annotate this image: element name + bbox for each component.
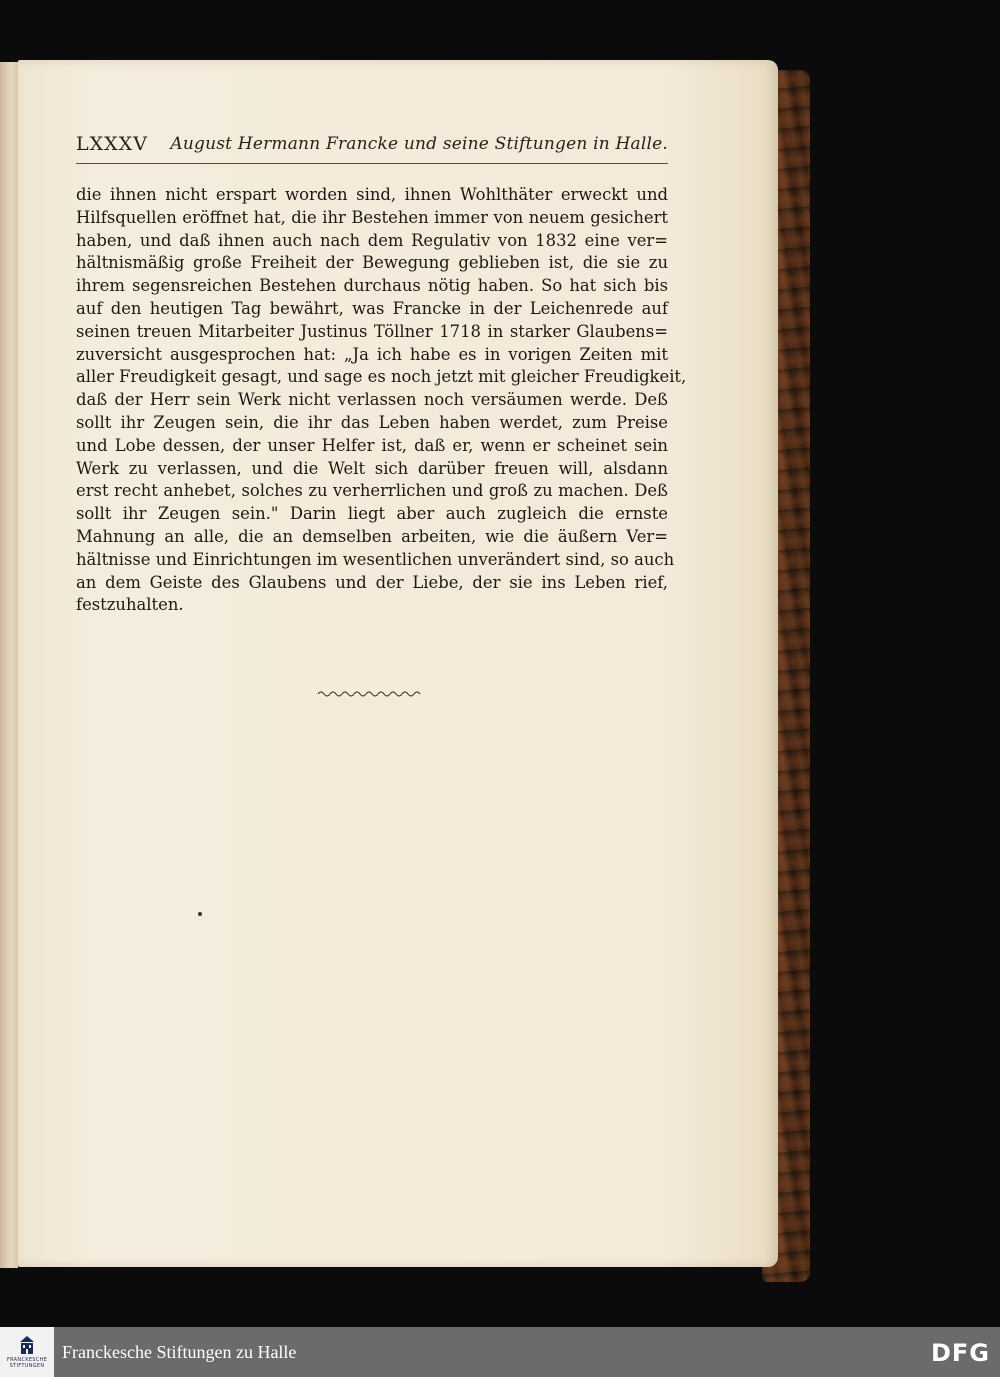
text-line: Werk zu verlassen, und die Welt sich darüber freuen will, alsdann <box>76 458 668 478</box>
building-icon <box>18 1335 36 1357</box>
text-line: hältnisse und Einrichtungen im wesentlichen unverändert sind, so auch <box>76 549 675 569</box>
logo-text-line: STIFTUNGEN <box>9 1363 45 1369</box>
text-line: sollt ihr Zeugen sein, die ihr das Leben haben werdet, zum Preise <box>76 412 668 432</box>
ink-speck <box>198 912 202 916</box>
franckesche-stiftungen-logo[interactable] <box>0 1327 54 1377</box>
wavy-divider-ornament <box>316 688 424 700</box>
text-line: daß der Herr sein Werk nicht verlassen noch versäumen werde. Deß <box>76 390 668 410</box>
text-line: an dem Geiste des Glaubens und der Liebe, der sie ins Leben rief, <box>76 572 668 592</box>
dfg-logo[interactable]: DFG <box>930 1339 990 1367</box>
text-line: seinen treuen Mitarbeiter Justinus Töllner 1718 in starker Glaubens= <box>76 321 668 341</box>
footer-bar <box>0 1327 1000 1377</box>
text-line: haben, und daß ihnen auch nach dem Regulativ von 1832 eine ver= <box>76 230 668 250</box>
text-line: und Lobe dessen, der unser Helfer ist, daß er, wenn er scheinet sein <box>76 435 668 455</box>
text-line: hältnismäßig große Freiheit der Bewegung geblieben ist, die sie zu <box>76 253 668 273</box>
text-line: erst recht anhebet, solches zu verherrlichen und groß zu machen. Deß <box>76 481 668 501</box>
text-line: auf den heutigen Tag bewährt, was Francke in der Leichenrede auf <box>76 298 668 318</box>
text-line: aller Freudigkeit gesagt, und sage es noch jetzt mit gleicher Freudigkeit, <box>76 367 687 387</box>
page-header <box>76 127 668 164</box>
running-title: August Hermann Francke und seine Stiftungen in Halle. <box>170 134 668 154</box>
facing-page-edge <box>0 62 18 1268</box>
text-line: Hilfsquellen eröffnet hat, die ihr Bestehen immer von neuem gesichert <box>76 207 668 227</box>
page-number: LXXXV <box>76 133 148 155</box>
footer-title: Franckesche Stiftungen zu Halle <box>62 1341 297 1362</box>
text-line: festzuhalten. <box>76 595 184 615</box>
text-line: die ihnen nicht erspart worden sind, ihnen Wohlthäter erweckt und <box>76 185 668 204</box>
text-line: ihrem segensreichen Bestehen durchaus nötig haben. So hat sich bis <box>76 276 668 296</box>
text-line: sollt ihr Zeugen sein." Darin liegt aber auch zugleich die ernste <box>76 504 668 524</box>
text-line: zuversicht ausgesprochen hat: „Ja ich habe es in vorigen Zeiten mit <box>76 344 668 364</box>
logo-text-line: FRANCKESCHE <box>6 1357 48 1363</box>
body-text <box>76 184 687 617</box>
text-line: Mahnung an alle, die an demselben arbeiten, wie die äußern Ver= <box>76 526 668 546</box>
